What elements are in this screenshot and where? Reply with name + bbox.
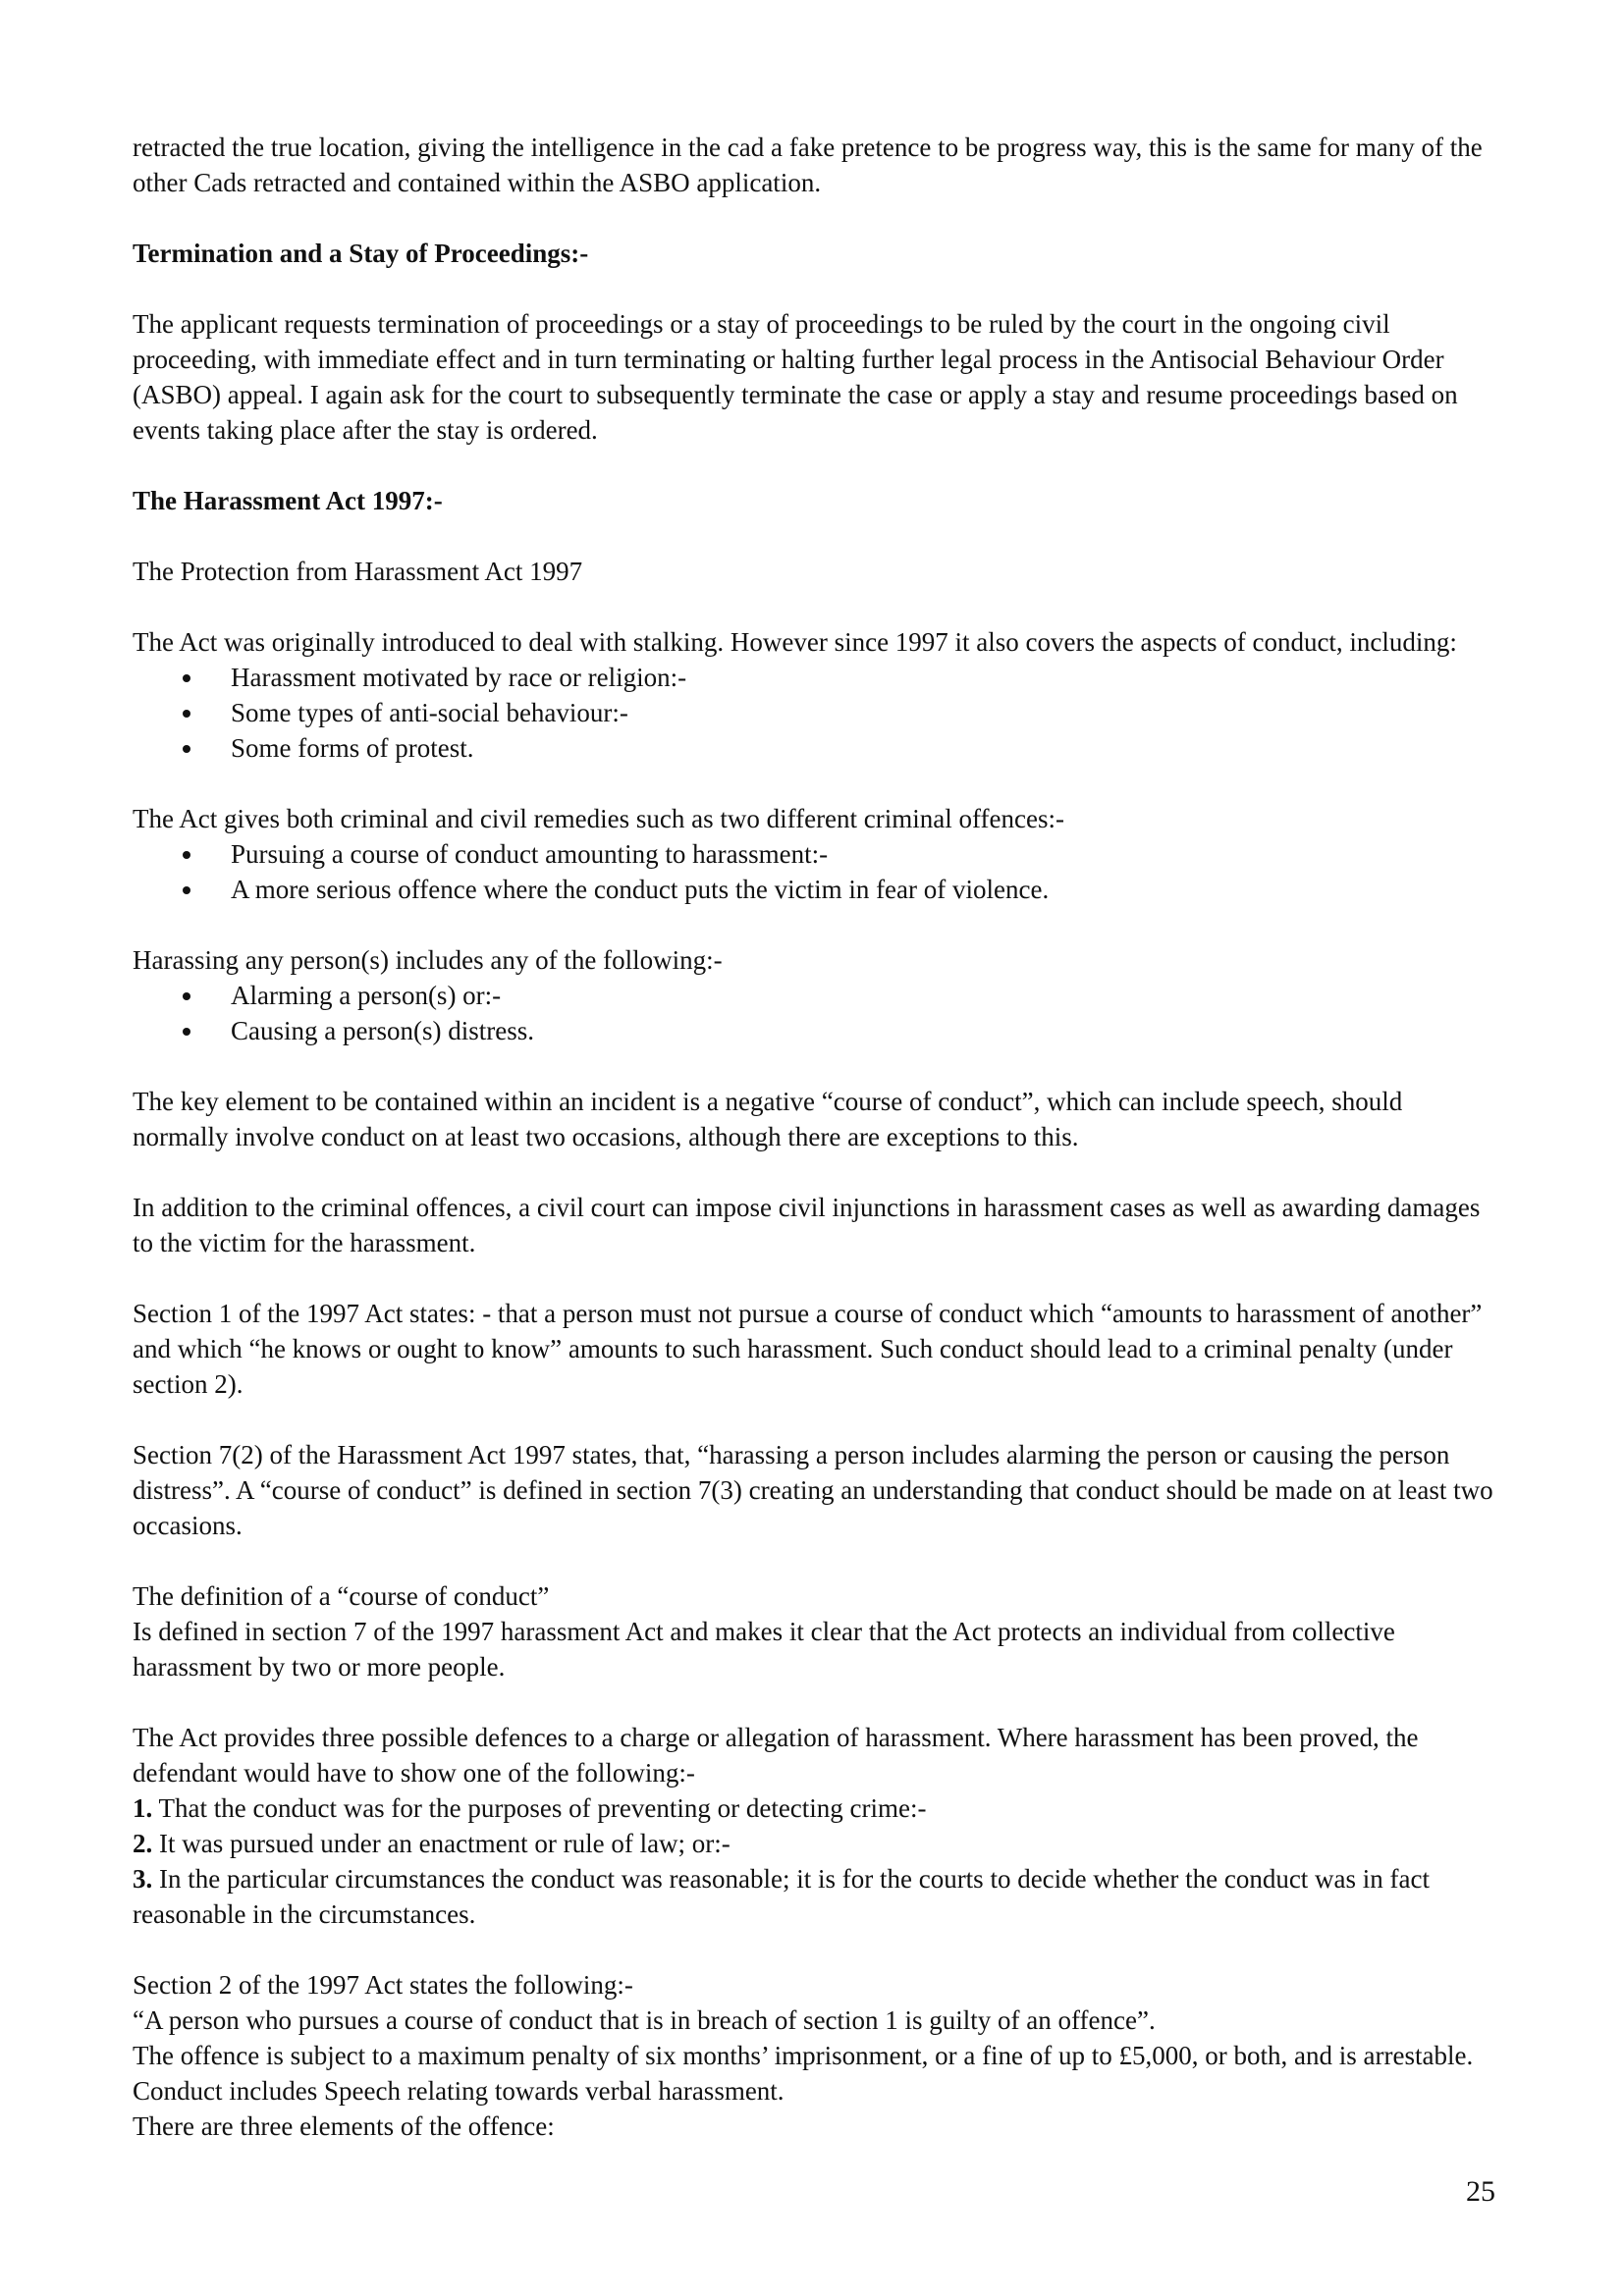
list-item: Some forms of protest.	[133, 730, 1502, 766]
paragraph: Section 1 of the 1997 Act states: - that a person must not pursue a course of conduct which “amounts to harassment of another” and which “he knows or ought to know” amounts to such harassment. Such conduct should lead to a criminal penalty (under section 2).	[133, 1299, 1483, 1399]
section-heading-harassment-act: The Harassment Act 1997:-	[133, 486, 443, 515]
bullet-icon	[183, 674, 190, 682]
list-item: Causing a person(s) distress.	[133, 1013, 1502, 1048]
paragraph: In addition to the criminal offences, a civil court can impose civil injunctions in harassment cases as well as awarding damages to the victim for the harassment.	[133, 1193, 1481, 1257]
paragraph: Section 7(2) of the Harassment Act 1997 states, that, “harassing a person includes alarming the person or causing the person distress”. A “course of conduct” is defined in section 7(3) creating an understanding that conduct should be made on at least two occasions.	[133, 1440, 1493, 1540]
list-item: Some types of anti-social behaviour:-	[133, 695, 1502, 730]
section-heading-termination: Termination and a Stay of Proceedings:-	[133, 239, 589, 268]
paragraph: The Act provides three possible defences to a charge or allegation of harassment. Where harassment has been proved, the defendant would have to show one of the following:-	[133, 1723, 1419, 1788]
paragraph: Is defined in section 7 of the 1997 harassment Act and makes it clear that the Act protects an individual from collective harassment by two or more people.	[133, 1617, 1395, 1682]
numbered-item: 3. In the particular circumstances the conduct was reasonable; it is for the courts to decide whether the conduct was in fact reasonable in the circumstances.	[133, 1864, 1431, 1929]
list-item: Alarming a person(s) or:-	[133, 978, 1502, 1013]
subtitle: The Protection from Harassment Act 1997	[133, 557, 583, 586]
paragraph: The Act gives both criminal and civil remedies such as two different criminal offences:-	[133, 804, 1064, 833]
bullet-icon	[183, 1028, 190, 1036]
paragraph: Section 2 of the 1997 Act states the following:-	[133, 1970, 633, 2000]
document-page	[133, 130, 1502, 2144]
page-number: 25	[1466, 2175, 1495, 2208]
paragraph: retracted the true location, giving the intelligence in the cad a fake pretence to be progress way, this is the same for many of the other Cads retracted and contained within the ASBO application.	[133, 133, 1483, 197]
bullet-icon	[183, 992, 190, 1000]
paragraph: There are three elements of the offence:	[133, 2111, 555, 2141]
bullet-icon	[183, 745, 190, 753]
quote: “A person who pursues a course of conduct that is in breach of section 1 is guilty of an offence”.	[133, 2005, 1156, 2035]
numbered-item: 2. It was pursued under an enactment or rule of law; or:-	[133, 1829, 731, 1858]
list-item: Harassment motivated by race or religion:-	[133, 660, 1502, 695]
numbered-item: 1. That the conduct was for the purposes of preventing or detecting crime:-	[133, 1793, 927, 1823]
paragraph: The Act was originally introduced to deal with stalking. However since 1997 it also covers the aspects of conduct, including:	[133, 627, 1457, 657]
bullet-icon	[183, 851, 190, 859]
paragraph: The key element to be contained within an incident is a negative “course of conduct”, which can include speech, should normally involve conduct on at least two occasions, although there are exceptions to this.	[133, 1087, 1403, 1151]
bullet-list	[133, 660, 1502, 766]
bullet-list	[133, 978, 1502, 1048]
paragraph: The applicant requests termination of proceedings or a stay of proceedings to be ruled by the court in the ongoing civil proceeding, with immediate effect and in turn terminating or halting further legal process in the Antisocial Behaviour Order (ASBO) appeal. I again ask for the court to subsequently terminate the case or apply a stay and resume proceedings based on events taking place after the stay is ordered.	[133, 309, 1458, 445]
paragraph: Harassing any person(s) includes any of the following:-	[133, 945, 723, 975]
bullet-icon	[183, 710, 190, 718]
list-item: A more serious offence where the conduct puts the victim in fear of violence.	[133, 872, 1502, 907]
paragraph: The offence is subject to a maximum penalty of six months’ imprisonment, or a fine of up to £5,000, or both, and is arrestable. Conduct includes Speech relating towards verbal harassment.	[133, 2041, 1474, 2106]
bullet-list	[133, 836, 1502, 907]
list-item: Pursuing a course of conduct amounting to harassment:-	[133, 836, 1502, 872]
definition-title: The definition of a “course of conduct”	[133, 1581, 550, 1611]
bullet-icon	[183, 886, 190, 894]
